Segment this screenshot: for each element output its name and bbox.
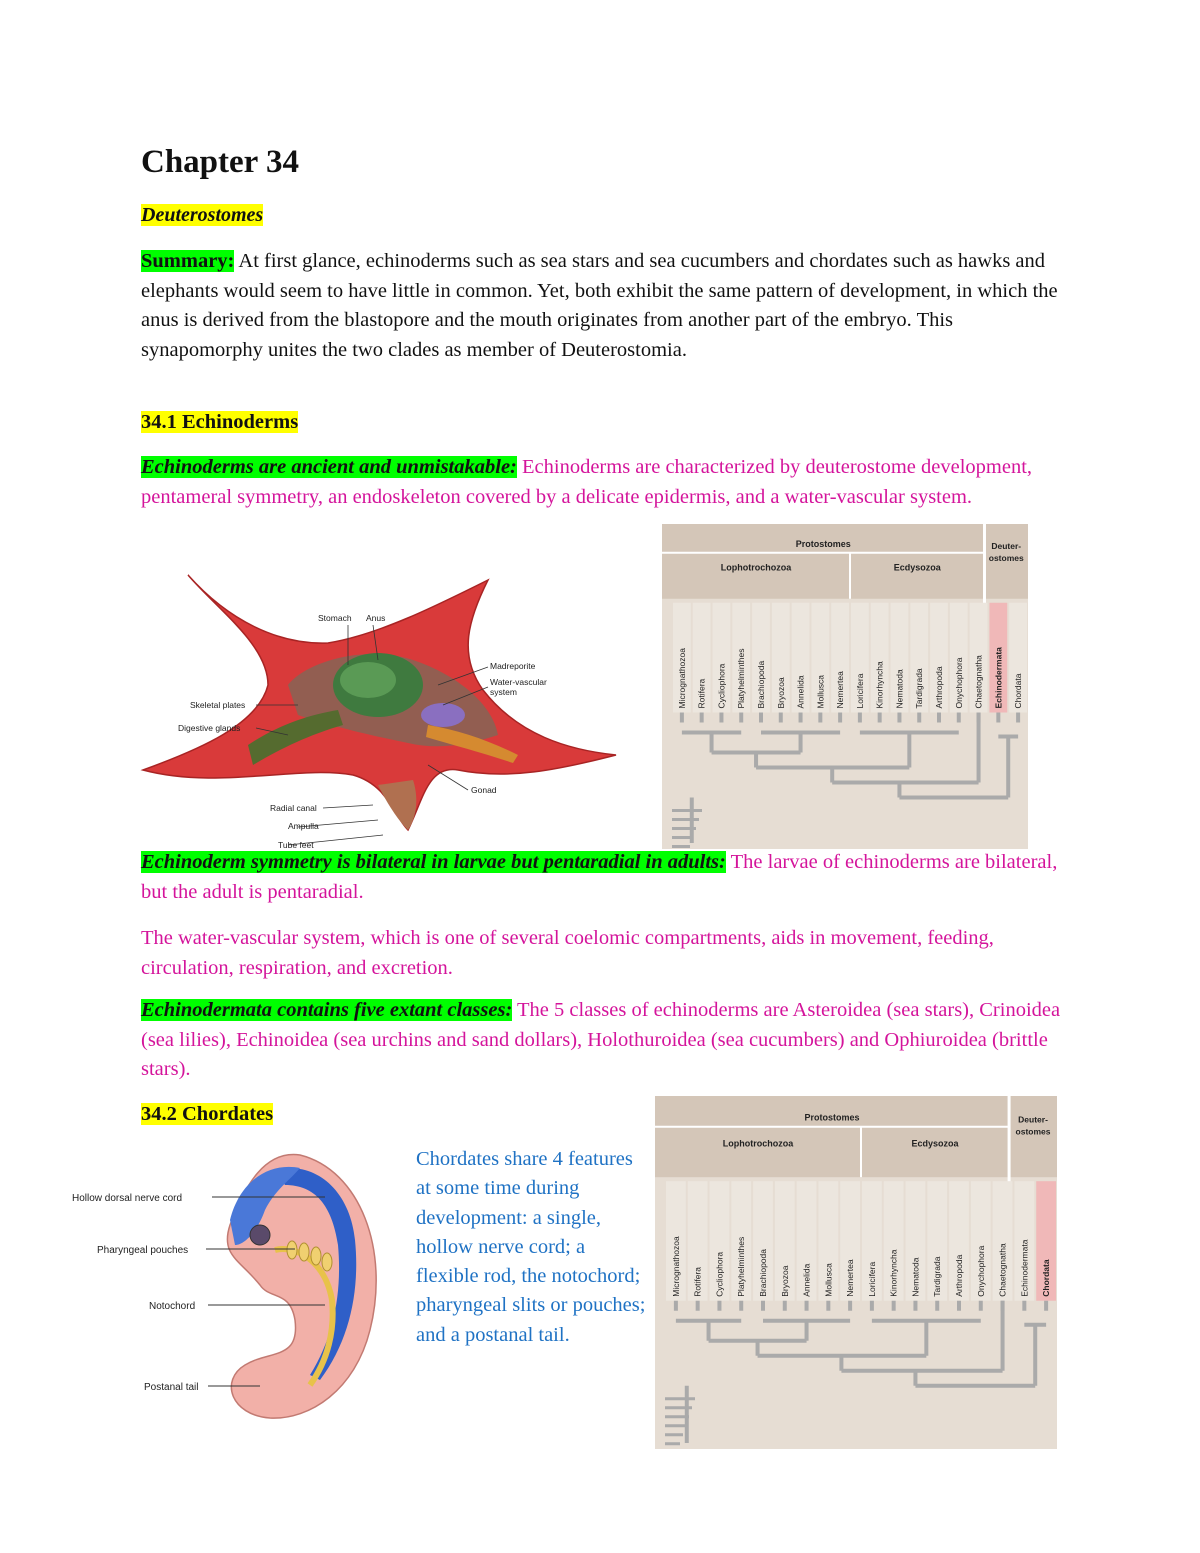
label-lophotrochozoa: Lophotrochozoa [722,1138,794,1149]
p2-text: The larvae of echinoderms are bilateral, but the adult is pentaradial. [141,851,1058,903]
taxon-label: Bryozoa [779,1265,790,1297]
label-ampulla: Ampulla [288,821,319,831]
starfish-anatomy-figure [138,565,623,850]
taxon-label: Nemertea [835,671,846,709]
taxon-label: Kinorhyncha [874,661,885,709]
label-stomach: Stomach [318,613,352,623]
taxon-label: Loricifera [854,673,865,709]
label-deuterostomes: Deuter- [1018,1114,1048,1125]
section-heading-chordates [141,1100,273,1128]
label-gonad: Gonad [471,785,497,795]
taxon-label: Micrognathozoa [670,1236,681,1297]
summary-label: Summary: [141,250,235,272]
taxon-label: Nemertea [845,1259,856,1297]
taxon-label: Nematoda [894,669,905,709]
taxon-label: Annelida [795,675,806,709]
taxon-label: Arthropoda [954,1254,964,1297]
p4-lead: Echinodermata contains five extant classes: [141,999,513,1021]
tree1-svg [662,524,1028,849]
label-pharyngeal-pouches: Pharyngeal pouches [97,1245,189,1256]
label-water-vascular-2: system [490,687,517,697]
label-digestive-glands: Digestive glands [178,723,241,733]
tree-header [655,1096,1057,1177]
heading-text: Deuterostomes [141,204,264,226]
taxon-label: Nematoda [910,1257,921,1297]
label-tube-feet: Tube feet [278,840,314,850]
taxon-label: Annelida [801,1263,812,1297]
label-deuterostomes: Deuter- [991,540,1022,551]
taxon-label: Echinodermata [1019,1239,1030,1297]
phylogeny-tree-echinodermata [662,524,1028,849]
chordate-embryo-figure [70,1150,400,1425]
taxon-label: Arthropoda [934,666,944,709]
label-protostomes: Protostomes [804,1112,860,1123]
taxon-label: Platyhelminthes [736,1236,747,1297]
p1-text: Echinoderms are characterized by deuterostome development, pentameral symmetry, an endoskeleton covered by a delicate epidermis, and a water-vascular system. [141,456,1033,508]
label-deuterostomes: ostomes [1015,1126,1051,1137]
label-ecdysozoa: Ecdysozoa [893,562,941,573]
summary-text: At first glance, echinoderms such as sea stars and sea cucumbers and chordates such as hawks and elephants would seem to have little in common. Yet, both exhibit the same pattern of development, in which the anus is derived from the blastopore and the mouth originates from another part of the embryo. This synapomorphy unites the two clades as member of Deuterostomia. [141,250,1058,361]
label-deuterostomes: ostomes [988,552,1024,563]
taxon-label: Chaetognatha [973,655,984,709]
label-water-vascular-1: Water-vascular [490,677,547,687]
taxon-label: Mollusca [823,1263,834,1297]
starfish-illustration [138,565,623,850]
taxon-label: Micrognathozoa [676,648,687,709]
page-heading [141,201,263,229]
taxon-label: Onychophora [953,657,964,709]
taxon-label: Chaetognatha [997,1243,1008,1297]
taxon-label: Echinodermata [993,647,1004,709]
section2-title: 34.2 Chordates [141,1103,274,1125]
taxon-label: Onychophora [975,1245,986,1297]
echinoderm-paragraph-1 [141,453,1061,512]
label-madreporite: Madreporite [490,661,536,671]
taxon-label: Bryozoa [775,677,786,709]
chapter-title: Chapter 34 [141,144,299,180]
taxon-label: Brachiopoda [758,1249,768,1297]
section1-title: 34.1 Echinoderms [141,411,299,433]
p1-lead: Echinoderms are ancient and unmistakable: [141,456,517,478]
taxon-label: Cycliophora [714,1251,725,1297]
taxon-label: Cycliophora [716,663,727,709]
taxon-label: Rotifera [696,678,707,709]
taxon-label: Loricifera [866,1261,877,1297]
taxon-label: Platyhelminthes [736,648,747,709]
taxon-label: Rotifera [692,1266,703,1297]
echinoderm-paragraph-2 [141,848,1061,907]
chordate-features-text: Chordates share 4 features at some time during development: a single, hollow nerve cord; a flexible rod, the notochord; pharyngeal slits or pouches; and a postanal tail. [416,1148,646,1346]
echinoderm-paragraph-3: The water-vascular system, which is one of several coelomic compartments, aids in movement, feeding, circulation, respiration, and excretion. [141,927,994,979]
summary-paragraph [141,247,1061,365]
taxon-label: Mollusca [815,674,826,709]
label-nerve-cord: Hollow dorsal nerve cord [72,1193,183,1204]
taxon-label: Brachiopoda [756,660,766,709]
label-notochord: Notochord [149,1301,196,1312]
tree2-svg [655,1096,1057,1449]
label-lophotrochozoa: Lophotrochozoa [720,562,792,573]
p4-text: The 5 classes of echinoderms are Asteroidea (sea stars), Crinoidea (sea lilies), Echinoidea (sea urchins and sand dollars), Holothuroidea (sea cucumbers) and Ophiuroidea (brittle stars). [141,999,1061,1080]
taxon-label: Tardigrada [932,1256,943,1297]
label-skeletal-plates: Skeletal plates [190,700,246,710]
tree-header [662,524,1028,599]
taxon-label: Kinorhyncha [888,1249,899,1297]
label-postanal-tail: Postanal tail [144,1382,199,1393]
label-protostomes: Protostomes [795,538,851,549]
section-heading-echinoderms [141,408,298,436]
taxon-label: Tardigrada [914,668,925,709]
phylogeny-tree-chordata [655,1096,1057,1449]
taxon-label: Chordata [1041,1259,1052,1297]
p2-lead: Echinoderm symmetry is bilateral in larvae but pentaradial in adults: [141,851,726,873]
label-ecdysozoa: Ecdysozoa [911,1138,959,1149]
label-radial-canal: Radial canal [270,803,317,813]
echinoderm-paragraph-4 [141,996,1061,1085]
taxon-label: Chordata [1013,673,1024,709]
label-anus: Anus [366,613,386,623]
embryo-illustration [70,1150,400,1425]
